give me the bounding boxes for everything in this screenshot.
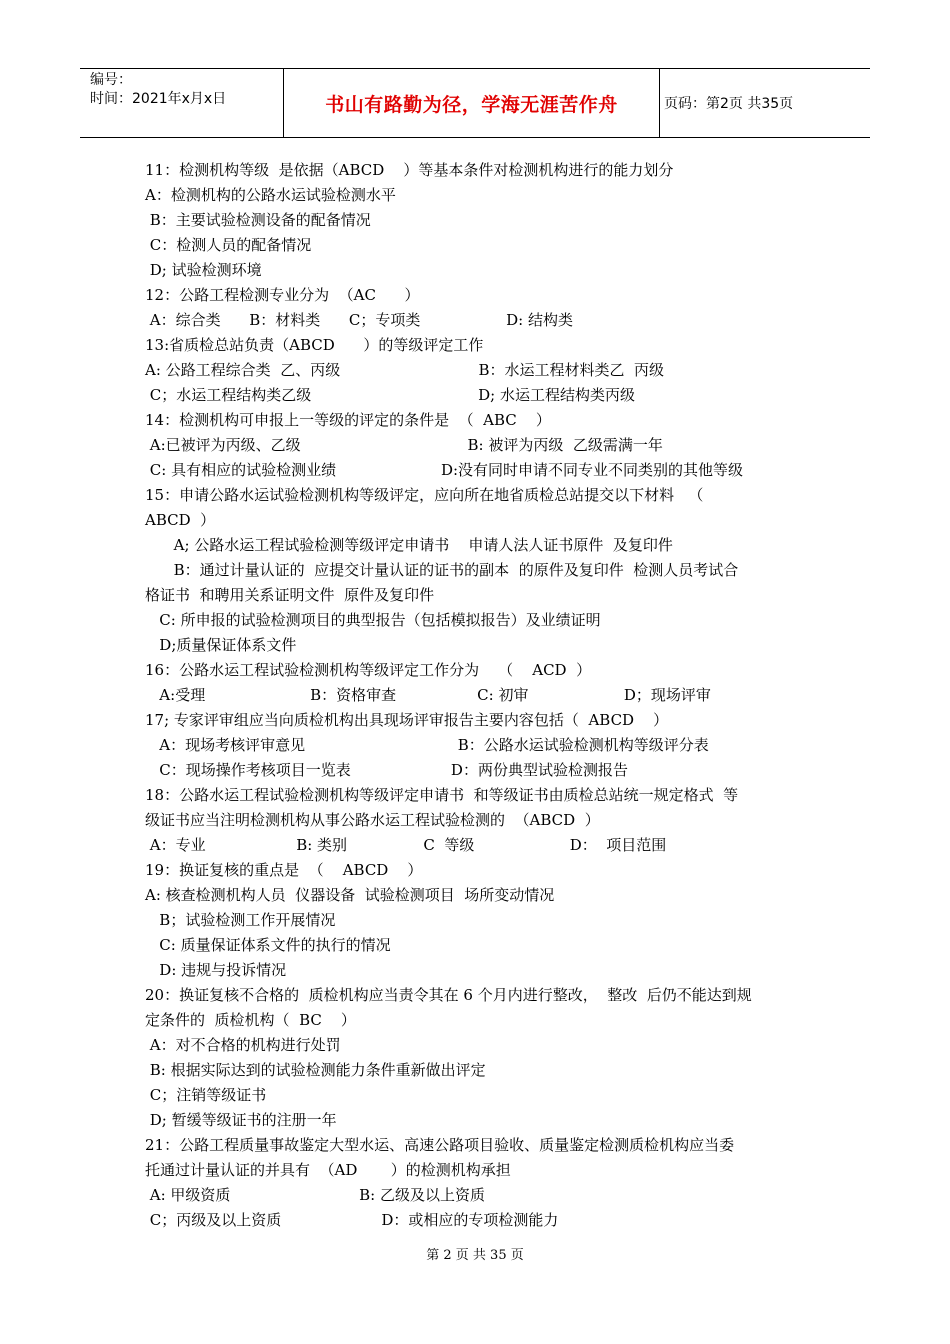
page-header	[80, 68, 870, 138]
text-line: A:受理 B：资格审查 C: 初审 D；现场评审	[145, 686, 711, 704]
text-line: B：主要试验检测设备的配备情况	[145, 211, 371, 229]
text-line: C；水运工程结构类乙级 D; 水运工程结构类丙级	[145, 386, 635, 404]
page-footer: 第 2 页 共 35 页	[426, 1248, 524, 1263]
text-line: D: 违规与投诉情况	[145, 961, 287, 979]
document-body	[145, 158, 810, 1233]
text-line: A:已被评为丙级、乙级 B: 被评为丙级 乙级需满一年	[145, 436, 663, 454]
text-line: 17; 专家评审组应当向质检机构出具现场评审报告主要内容包括（ ABCD ）	[145, 711, 669, 729]
text-line: A: 甲级资质 B: 乙级及以上资质	[145, 1186, 486, 1204]
text-line: ABCD ）	[145, 511, 216, 529]
text-line: C: 所申报的试验检测项目的典型报告（包括模拟报告）及业绩证明	[145, 611, 601, 629]
text-line: C：检测人员的配备情况	[145, 236, 312, 254]
text-line: 16：公路水运工程试验检测机构等级评定工作分为 （ ACD ）	[145, 661, 592, 679]
header-meta	[80, 69, 284, 137]
time-label: 时间：2021年x月x日	[90, 91, 227, 107]
text-line: A: 核查检测机构人员 仪器设备 试验检测项目 场所变动情况	[145, 886, 555, 904]
header-page-info: 页码：第2页 共35页	[664, 96, 794, 112]
text-line: D; 试验检测环境	[145, 261, 262, 279]
text-line: 18：公路水运工程试验检测机构等级评定申请书 和等级证书由质检总站统一规定格式 等	[145, 786, 739, 804]
text-line: 12：公路工程检测专业分为 （AC ）	[145, 286, 420, 304]
text-line: 15：申请公路水运试验检测机构等级评定，应向所在地省质检总站提交以下材料 （	[145, 486, 704, 504]
number-label: 编号：	[90, 72, 132, 88]
text-line: C；丙级及以上资质 D：或相应的专项检测能力	[145, 1211, 559, 1229]
text-line: 11：检测机构等级 是依据（ABCD ）等基本条件对检测机构进行的能力划分	[145, 161, 674, 179]
text-line: B：通过计量认证的 应提交计量认证的证书的副本 的原件及复印件 检测人员考试合	[145, 561, 739, 579]
text-line: C: 具有相应的试验检测业绩 D:没有同时申请不同专业不同类别的其他等级	[145, 461, 744, 479]
text-line: 14：检测机构可申报上一等级的评定的条件是 （ ABC ）	[145, 411, 551, 429]
text-line: 19：换证复核的重点是 （ ABCD ）	[145, 861, 423, 879]
text-line: 格证书 和聘用关系证明文件 原件及复印件	[145, 586, 435, 604]
text-line: A：检测机构的公路水运试验检测水平	[145, 186, 396, 204]
text-line: 定条件的 质检机构（ BC ）	[145, 1011, 356, 1029]
text-line: A：现场考核评审意见 B：公路水运试验检测机构等级评分表	[145, 736, 709, 754]
text-line: 21：公路工程质量事故鉴定大型水运、高速公路项目验收、质量鉴定检测质检机构应当委	[145, 1136, 735, 1154]
text-line: A：专业 B: 类别 C 等级 D： 项目范围	[145, 836, 667, 854]
text-line: A：对不合格的机构进行处罚	[145, 1036, 341, 1054]
text-line: B；试验检测工作开展情况	[145, 911, 336, 929]
text-line: 20：换证复核不合格的 质检机构应当责令其在 6 个月内进行整改， 整改 后仍不能达到规	[145, 986, 752, 1004]
text-line: 托通过计量认证的并具有 （AD ）的检测机构承担	[145, 1161, 511, 1179]
text-line: 13:省质检总站负责（ABCD ）的等级评定工作	[145, 336, 484, 354]
header-motto: 书山有路勤为径，学海无涯苦作舟	[284, 69, 660, 137]
text-line: C: 质量保证体系文件的执行的情况	[145, 936, 391, 954]
text-line: A: 公路工程综合类 乙、丙级 B：水运工程材料类乙 丙级	[145, 361, 665, 379]
text-line: C；注销等级证书	[145, 1086, 267, 1104]
text-line: B: 根据实际达到的试验检测能力条件重新做出评定	[145, 1061, 486, 1079]
text-line: A：综合类 B：材料类 C；专项类 D: 结构类	[145, 311, 573, 329]
text-line: 级证书应当注明检测机构从事公路水运工程试验检测的 （ABCD ）	[145, 811, 600, 829]
text-line: A; 公路水运工程试验检测等级评定申请书 申请人法人证书原件 及复印件	[145, 536, 673, 554]
text-line: D;质量保证体系文件	[145, 636, 297, 654]
text-line: C：现场操作考核项目一览表 D：两份典型试验检测报告	[145, 761, 628, 779]
text-line: D; 暂缓等级证书的注册一年	[145, 1111, 337, 1129]
